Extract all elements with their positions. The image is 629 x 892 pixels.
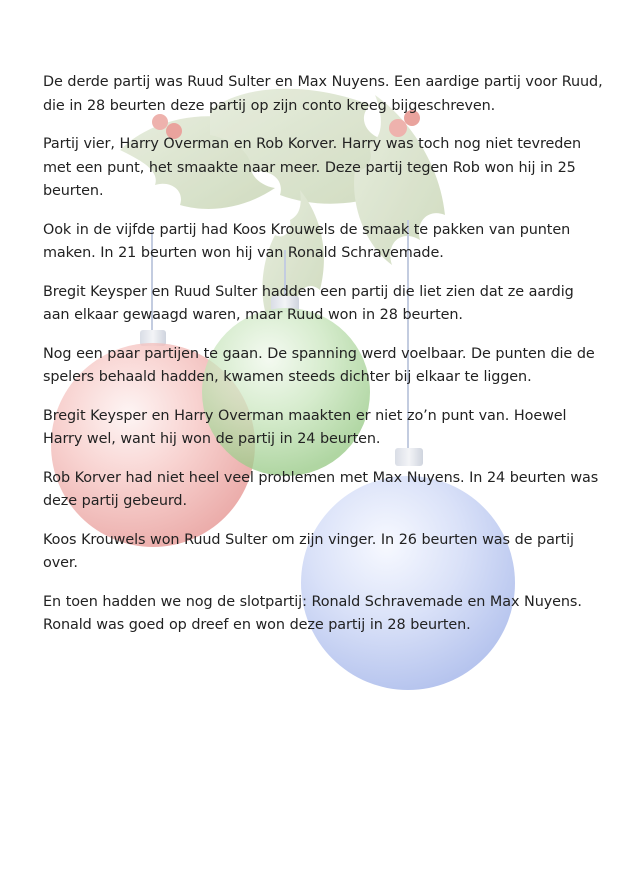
- paragraph: En toen hadden we nog de slotpartij: Ronald Schravemade en Max Nuyens. Ronald was goed op dreef en won deze partij in 28 beurten.: [43, 593, 582, 633]
- paragraph: Koos Krouwels won Ruud Sulter om zijn vinger. In 26 beurten was de partij over.: [43, 531, 574, 571]
- article-body: [43, 71, 603, 653]
- paragraph: Bregit Keysper en Harry Overman maakten er niet zo’n punt van. Hoewel Harry wel, want hij won de partij in 24 beurten.: [43, 407, 567, 447]
- paragraph: Rob Korver had niet heel veel problemen met Max Nuyens. In 24 beurten was deze partij gebeurd.: [43, 469, 599, 509]
- paragraph: De derde partij was Ruud Sulter en Max Nuyens. Een aardige partij voor Ruud, die in 28 beurten deze partij op zijn conto kreeg bijgeschreven.: [43, 74, 603, 114]
- paragraph: Ook in de vijfde partij had Koos Krouwels de smaak te pakken van punten maken. In 21 beurten won hij van Ronald Schravemade.: [43, 221, 571, 261]
- paragraph: Bregit Keysper en Ruud Sulter hadden een partij die liet zien dat ze aardig aan elkaar gewaagd waren, maar Ruud won in 28 beurten.: [43, 283, 574, 323]
- paragraph: Nog een paar partijen te gaan. De spanning werd voelbaar. De punten die de spelers behaald hadden, kwamen steeds dichter bij elkaar te liggen.: [43, 345, 595, 385]
- paragraph: Partij vier, Harry Overman en Rob Korver. Harry was toch nog niet tevreden met een punt, het smaakte naar meer. Deze partij tegen Rob won hij in 25 beurten.: [43, 136, 582, 199]
